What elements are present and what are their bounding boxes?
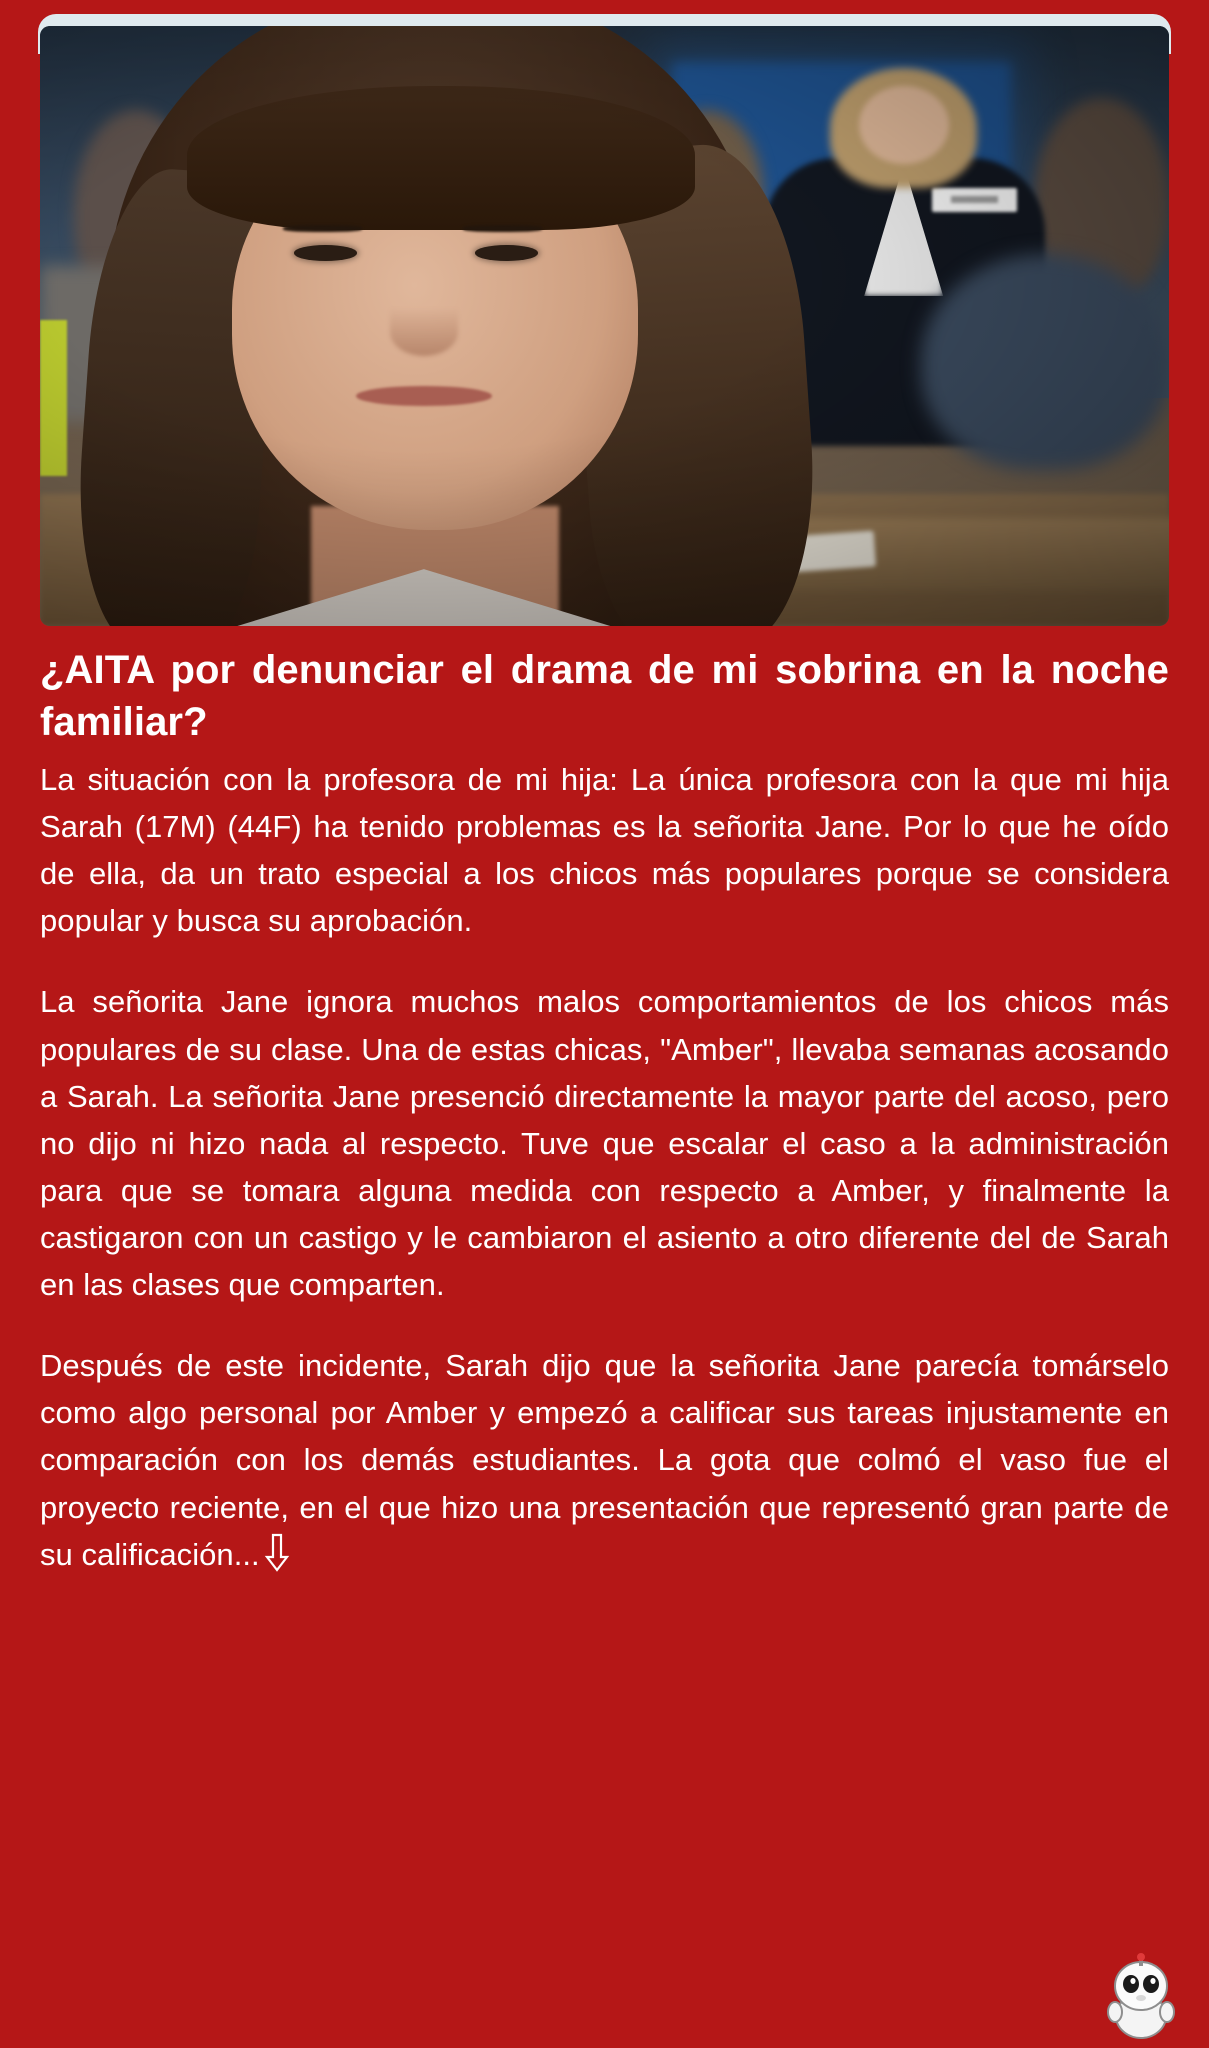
post-image [40, 26, 1169, 626]
down-arrow-icon[interactable] [264, 1533, 290, 1573]
photo-vignette [40, 26, 1169, 626]
post-paragraph: La señorita Jane ignora muchos malos comportamientos de los chicos más populares de su clase. Una de estas chicas, "Amber", llevaba semanas acosando a Sarah. La señorita Jane presenció directamente la mayor parte del acoso, pero no dijo ni hizo nada al respecto. Tuve que escalar el caso a la administración para que se tomara alguna medida con respecto a Amber, y finalmente la castigaron con un castigo y le cambiaron el asiento a otro diferente del de Sarah en las clases que comparten. [40, 984, 1169, 1303]
post-paragraph-text: Después de este incidente, Sarah dijo que la señorita Jane parecía tomárselo como algo personal por Amber y empezó a calificar sus tareas injustamente en comparación con los demás estudiantes. La gota que colmó el vaso fue el proyecto reciente, en el que hizo una presentación que representó gran parte de su calificación... [40, 1348, 1169, 1572]
page-title: ¿AITA por denunciar el drama de mi sobrina en la noche familiar? [40, 648, 1169, 744]
post-body [0, 626, 1209, 1578]
post-paragraph: La situación con la profesora de mi hija: La única profesora con la que mi hija Sarah (17M) (44F) ha tenido problemas es la señorita Jane. Por lo que he oído de ella, da un trato especial a los chicos más populares porque se considera popular y busca su aprobación. [40, 762, 1169, 939]
robot-mascot-icon[interactable] [1095, 1950, 1187, 2042]
classroom-student-photo [40, 26, 1169, 626]
post-paragraph-truncated [40, 1342, 1169, 1578]
